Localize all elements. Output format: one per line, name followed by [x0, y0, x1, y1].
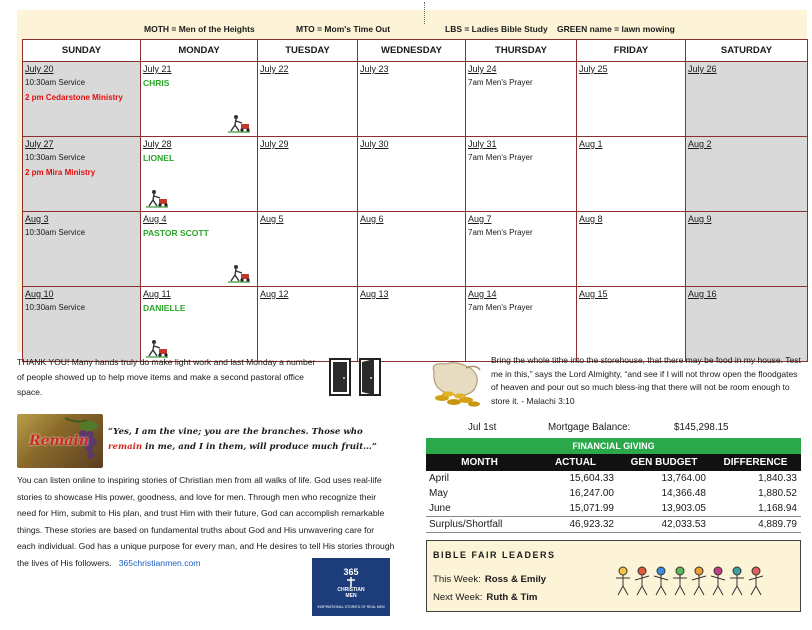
calendar-day-cell	[358, 287, 466, 362]
calendar-day-cell	[686, 287, 808, 362]
logo-line-2: MEN	[345, 593, 357, 599]
budget-cell: 42,033.53	[618, 517, 710, 533]
day-date[interactable]: Aug 5	[260, 214, 284, 224]
calendar-day-cell	[23, 62, 141, 137]
bible-fair-leaders	[426, 540, 801, 612]
day-date[interactable]: July 27	[25, 139, 54, 149]
actual-cell: 15,071.99	[569, 503, 614, 514]
day-date[interactable]: Aug 6	[360, 214, 384, 224]
vine-quote	[108, 425, 398, 455]
column-header: ACTUAL	[533, 454, 618, 471]
calendar-week-row	[23, 287, 808, 362]
financial-giving	[426, 438, 801, 533]
this-week-label: This Week:	[433, 574, 481, 585]
column-header: DIFFERENCE	[710, 454, 801, 471]
service-time: 10:30am Service	[25, 78, 86, 87]
calendar-day-cell	[686, 212, 808, 287]
day-date[interactable]: Aug 12	[260, 289, 289, 299]
month-cell: April	[429, 473, 450, 484]
service-time: 10:30am Service	[25, 228, 86, 237]
calendar-day-cell	[466, 287, 577, 362]
cross-icon	[346, 577, 356, 587]
difference-cell: 1,168.94	[758, 503, 797, 514]
day-header-saturday: SATURDAY	[686, 40, 808, 62]
special-event: 2 pm Cedarstone Ministry	[25, 93, 123, 102]
this-week-leaders: Ross & Emily	[484, 574, 547, 585]
budget-cell: 14,366.48	[661, 488, 706, 499]
christian-men-logo	[312, 558, 390, 616]
day-date[interactable]: July 21	[143, 64, 172, 74]
next-week-row	[433, 592, 537, 603]
calendar-day-cell	[141, 212, 258, 287]
christian-men-story	[17, 472, 395, 571]
day-date[interactable]: Aug 10	[25, 289, 54, 299]
day-header-sunday: SUNDAY	[23, 40, 141, 62]
malachi-scripture: Bring the whole tithe into the storehouse, that there may be food in my house. Test me in this,” says the Lord Almighty, “and see if I will not throw open the floodgates of heaven and pour out so much bless-ing that there will not be room enough to store it. - Malachi 3:10	[491, 355, 801, 406]
table-row	[426, 471, 801, 486]
day-date[interactable]: July 20	[25, 64, 54, 74]
day-date[interactable]: July 23	[360, 64, 389, 74]
calendar-table	[22, 39, 808, 362]
special-event: 2 pm Mira Ministry	[25, 168, 96, 177]
calendar-day-cell	[23, 212, 141, 287]
logo-tagline: INSPIRATIONAL STORIES OF REAL MEN	[317, 605, 385, 609]
legend-mto: MTO = Mom's Time Out	[296, 24, 391, 34]
calendar-day-cell	[466, 62, 577, 137]
mowing-volunteer: PASTOR SCOTT	[143, 228, 209, 238]
balance-date: Jul 1st	[468, 422, 497, 433]
calendar-day-cell	[686, 62, 808, 137]
calendar-day-cell	[258, 62, 358, 137]
table-row	[426, 486, 801, 501]
balance-label: Mortgage Balance:	[548, 422, 631, 433]
prayer-event: 7am Men's Prayer	[468, 78, 533, 87]
calendar-day-cell	[577, 287, 686, 362]
mowing-volunteer: CHRIS	[143, 78, 170, 88]
website-link[interactable]: 365christianmen.com	[118, 557, 201, 568]
quote-text-start: “Yes, I am the vine; you are the branches. Those who	[108, 427, 363, 437]
month-cell: Surplus/Shortfall	[426, 517, 533, 533]
mowing-volunteer: DANIELLE	[143, 303, 186, 313]
day-date[interactable]: July 26	[688, 64, 717, 74]
calendar-day-cell	[358, 62, 466, 137]
calendar-day-cell	[686, 137, 808, 212]
day-header-thursday: THURSDAY	[466, 40, 577, 62]
calendar-day-cell	[141, 287, 258, 362]
day-header-monday: MONDAY	[141, 40, 258, 62]
money-bag-icon	[426, 358, 484, 408]
day-date[interactable]: July 22	[260, 64, 289, 74]
logo-number: 365	[343, 567, 359, 577]
service-time: 10:30am Service	[25, 303, 86, 312]
legend-moth: MOTH = Men of the Heights	[144, 24, 255, 34]
story-text: You can listen online to inspiring stories of Christian men from all walks of life. God uses real-life stories to showcase His power, goodness, and love for men. Through men who recognize their need for Him, submit to His plan, and trust Him with their future, God can accomplish remarkable things. These stories are based on fundamental truths about God and His unwavering care for each individual. God has a unique purpose for every man, and He desires to tell His stories through the lives of His followers.	[17, 475, 395, 568]
next-week-label: Next Week:	[433, 592, 483, 603]
financial-header-row	[426, 454, 801, 471]
legend-lbs: LBS = Ladies Bible Study	[445, 24, 548, 34]
budget-cell: 13,764.00	[661, 473, 706, 484]
calendar-week-row	[23, 62, 808, 137]
day-date[interactable]: July 31	[468, 139, 497, 149]
doors-icon	[328, 357, 383, 397]
calendar-day-cell	[577, 212, 686, 287]
prayer-event: 7am Men's Prayer	[468, 228, 533, 237]
calendar-day-cell	[141, 62, 258, 137]
calendar-day-cell	[258, 212, 358, 287]
day-date[interactable]: Aug 2	[688, 139, 712, 149]
calendar-day-cell	[258, 287, 358, 362]
difference-cell: 1,880.52	[758, 488, 797, 499]
day-date[interactable]: Aug 15	[579, 289, 608, 299]
calendar-day-cell	[358, 137, 466, 212]
day-header-tuesday: TUESDAY	[258, 40, 358, 62]
leaders-title: BIBLE FAIR LEADERS	[433, 550, 556, 560]
financial-table	[426, 454, 801, 533]
legend-green: GREEN name = lawn mowing	[557, 24, 675, 34]
financial-title: FINANCIAL GIVING	[426, 438, 801, 454]
calendar-week-row	[23, 212, 808, 287]
day-date[interactable]: Aug 13	[360, 289, 389, 299]
vine-image	[17, 414, 103, 468]
day-date[interactable]: Aug 4	[143, 214, 167, 224]
day-date[interactable]: July 25	[579, 64, 608, 74]
quote-highlight: remain	[108, 442, 143, 452]
calendar-day-cell	[577, 137, 686, 212]
column-header: GEN BUDGET	[618, 454, 710, 471]
lawn-mower-icon	[145, 188, 169, 208]
day-date[interactable]: Aug 16	[688, 289, 717, 299]
actual-cell: 46,923.32	[533, 517, 618, 533]
month-cell: May	[429, 488, 448, 499]
calendar-day-cell	[466, 212, 577, 287]
day-header-friday: FRIDAY	[577, 40, 686, 62]
calendar-day-cell	[358, 212, 466, 287]
calendar-legend	[17, 12, 807, 34]
next-week-leaders: Ruth & Tim	[486, 592, 538, 603]
divider-dotted	[424, 2, 425, 24]
prayer-event: 7am Men's Prayer	[468, 153, 533, 162]
month-cell: June	[429, 503, 451, 514]
lawn-mower-icon	[227, 263, 251, 283]
mortgage-balance	[426, 422, 806, 438]
day-date[interactable]: July 30	[360, 139, 389, 149]
table-row	[426, 501, 801, 517]
prayer-event: 7am Men's Prayer	[468, 303, 533, 312]
calendar-day-cell	[23, 137, 141, 212]
actual-cell: 16,247.00	[569, 488, 614, 499]
day-date[interactable]: Aug 11	[143, 289, 171, 299]
calendar-day-cell	[466, 137, 577, 212]
difference-cell: 1,840.33	[758, 473, 797, 484]
lawn-mower-icon	[227, 113, 251, 133]
table-row-total	[426, 517, 801, 533]
calendar-header-row	[23, 40, 808, 62]
day-date[interactable]: Aug 8	[579, 214, 603, 224]
day-date[interactable]: July 28	[143, 139, 172, 149]
day-date[interactable]: July 24	[468, 64, 497, 74]
mowing-volunteer: LIONEL	[143, 153, 175, 163]
budget-cell: 13,903.05	[661, 503, 706, 514]
calendar-day-cell	[258, 137, 358, 212]
logo-line-1: CHRISTIAN	[337, 587, 365, 593]
quote-text-end: in me, and I in them, will produce much fruit…”	[142, 442, 377, 452]
calendar-day-cell	[23, 287, 141, 362]
balance-amount: $145,298.15	[674, 422, 729, 433]
calendar-week-row	[23, 137, 808, 212]
day-date[interactable]: Aug 7	[468, 214, 492, 224]
calendar-day-cell	[141, 137, 258, 212]
difference-cell: 4,889.79	[710, 517, 801, 533]
column-header: MONTH	[426, 454, 533, 471]
this-week-row	[433, 574, 546, 585]
service-time: 10:30am Service	[25, 153, 86, 162]
day-date[interactable]: Aug 14	[468, 289, 497, 299]
day-header-wednesday: WEDNESDAY	[358, 40, 466, 62]
day-date[interactable]: Aug 1	[579, 139, 603, 149]
thank-you-note: THANK YOU! Many hands truly do make light work and last Monday a number of people showed up to help move items and make a second pastoral office space.	[17, 357, 316, 397]
children-icon	[613, 564, 768, 598]
day-date[interactable]: Aug 9	[688, 214, 712, 224]
day-date[interactable]: Aug 3	[25, 214, 49, 224]
day-date[interactable]: July 29	[260, 139, 289, 149]
calendar-day-cell	[577, 62, 686, 137]
remain-title: Remain	[29, 433, 89, 449]
calendar-panel	[17, 10, 807, 352]
actual-cell: 15,604.33	[569, 473, 614, 484]
